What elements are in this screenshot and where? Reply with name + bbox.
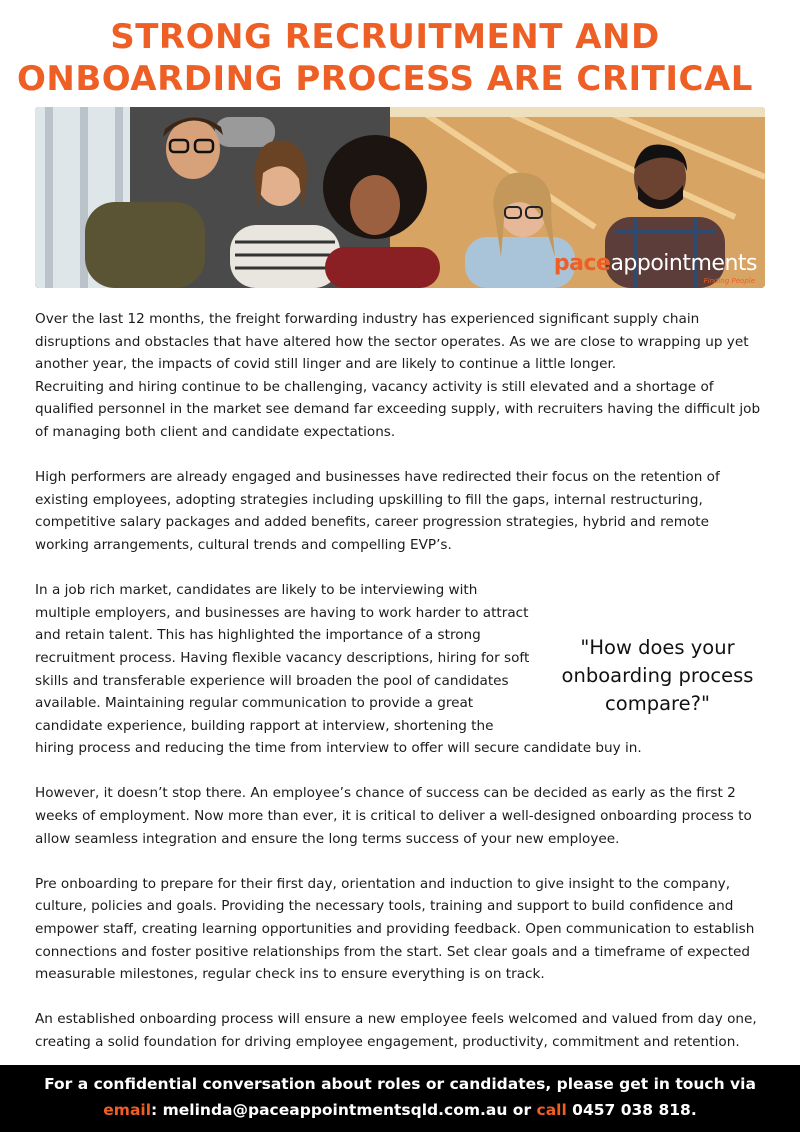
email-label: email [103,1101,152,1119]
paragraph-7: An established onboarding process will ensure a new employee feels welcomed and valued from day one, creating a solid foundation for driving employee engagement, productivity, commitment and retention. [35,1011,757,1050]
paragraph-6: Pre onboarding to prepare for their first day, orientation and induction to give insight to the company, culture, policies and goals. Providing the necessary tools, training and support to build confidence and empower staff, creating learning opportunities and providing feedback. Open communication to establish connections and foster positive relationships from the start. Set clear goals and a timeframe of expected measurable milestones, regular check ins to ensure everything is on track. [35,875,755,983]
call-label: call [536,1101,567,1119]
contact-footer [0,1065,800,1132]
paragraph-1: Over the last 12 months, the freight forwarding industry has experienced significant supply chain disruptions and obstacles that have altered how the sector operates. As we are close to wrapping up yet another year, the impacts of covid still linger and are likely to continue a little longer. [35,311,749,373]
pace-appointments-logo [554,253,757,275]
paragraph-3: High performers are already engaged and businesses have redirected their focus on the retention of existing employees, adopting strategies including upskilling to fill the gaps, internal restructuring, competitive salary packages and added benefits, career progression strategies, hybrid and remote working arrangements, cultural trends and compelling EVP’s. [35,469,720,553]
paragraph-2: Recruiting and hiring continue to be challenging, vacancy activity is still elevated and a shortage of qualified personnel in the market see demand far exceeding supply, with recruiters having the difficult job of managing both client and candidate expectations. [35,378,761,440]
article-body [35,308,765,1054]
logo-brand: pace [553,251,611,276]
logo-tagline: Finding People [703,277,755,285]
phone-value[interactable]: 0457 038 818. [566,1101,697,1119]
title-line-1: STRONG RECRUITMENT AND [110,17,660,57]
title-line-2: ONBOARDING PROCESS ARE CRITICAL [17,59,753,99]
footer-line-2 [0,1097,800,1123]
hero-photo [35,107,765,288]
email-value[interactable]: : melinda@paceappointmentsqld.com.au or [151,1101,537,1119]
footer-line-1: For a confidential conversation about roles or candidates, please get in touch via [44,1075,756,1093]
paragraph-4: In a job rich market, candidates are likely to be interviewing with multiple employers, and businesses are having to work harder to attract and retain talent. This has highlighted the importance of a strong recruitment process. Having flexible vacancy descriptions, hiring for soft skills and transferable experience will broaden the pool of candidates available. Maintaining regular communication to provide a great candidate experience, building rapport at interview, shortening the hiring process and reducing the time from interview to offer will secure candidate buy in. [35,582,642,757]
pull-quote: "How does your onboarding process compare?" [561,636,754,716]
page-title [0,16,770,100]
paragraph-5: However, it doesn’t stop there. An employee’s chance of success can be decided as early as the first 2 weeks of employment. Now more than ever, it is critical to deliver a well-designed onboarding process to allow seamless integration and ensure the long terms success of your new employee. [35,785,752,847]
logo-rest: appointments [610,251,757,276]
